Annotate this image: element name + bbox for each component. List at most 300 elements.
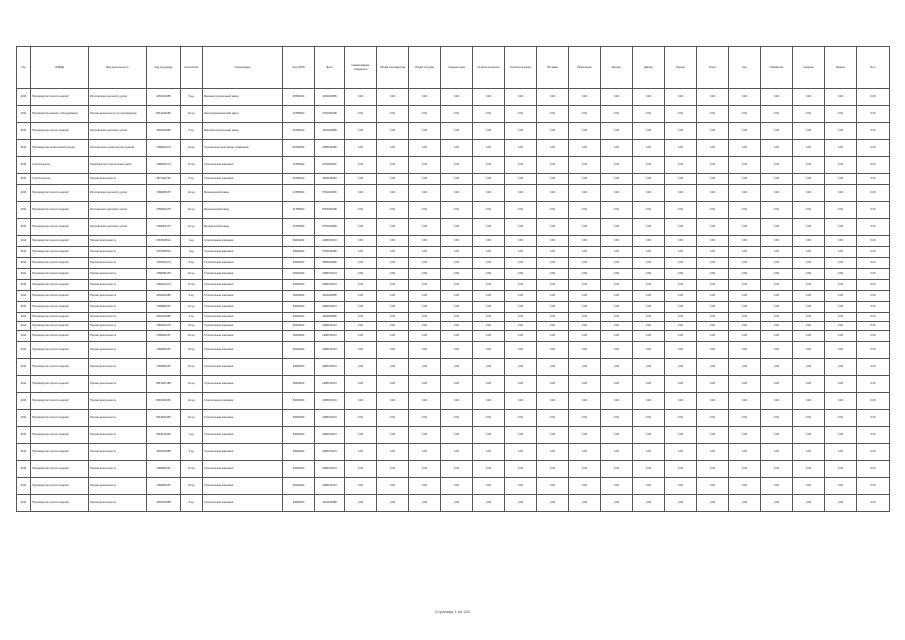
table-cell: 2285070213	[315, 236, 345, 247]
table-cell: 0.00	[441, 89, 473, 106]
table-cell: 0.00	[729, 376, 761, 393]
table-cell: 0.00	[633, 106, 665, 123]
table-cell: 0.00	[345, 427, 377, 444]
table-cell: 0.00	[377, 202, 409, 219]
table-cell: 0.00	[569, 157, 601, 174]
table-cell: 0.00	[377, 247, 409, 258]
table-cell: 54600200	[283, 427, 315, 444]
table-cell: 0.00	[761, 185, 793, 202]
table-cell: 0.00	[761, 269, 793, 280]
table-cell: 0.00	[633, 427, 665, 444]
table-cell: 0.00	[377, 140, 409, 157]
table-cell: 0.00	[761, 219, 793, 236]
table-cell: 0.00	[601, 174, 633, 185]
table-cell: 0.00	[761, 247, 793, 258]
table-cell: 2011	[17, 157, 31, 174]
table-cell: 0.00	[665, 174, 697, 185]
table-cell: 3754024086	[315, 106, 345, 123]
table-cell: 0.00	[505, 427, 537, 444]
table-cell: 0.00	[505, 331, 537, 342]
table-body	[17, 89, 890, 512]
table-cell: Строительная компания	[203, 342, 283, 359]
table-cell: 0.00	[633, 185, 665, 202]
table-cell: Производство прочих изделий	[31, 247, 89, 258]
table-cell: 0.00	[409, 236, 441, 247]
table-cell: 2011	[17, 393, 31, 410]
table-cell: 0.00	[793, 393, 825, 410]
column-header: Средняя цена	[441, 47, 473, 89]
table-cell: 0.00	[409, 495, 441, 512]
table-cell: 0.00	[409, 444, 441, 461]
table-cell: 0.00	[505, 280, 537, 291]
table-cell: 0.00	[601, 123, 633, 140]
table-cell: 0.00	[569, 359, 601, 376]
table-cell: 0.00	[601, 89, 633, 106]
table-cell: 0.00	[601, 461, 633, 478]
table-cell: 45780400	[283, 174, 315, 185]
table-cell: Производство прочих изделий	[31, 258, 89, 269]
table-cell: 0.00	[857, 157, 890, 174]
table-cell: 0.00	[633, 174, 665, 185]
table-cell: 0.00	[665, 393, 697, 410]
table-cell: 0.00	[761, 427, 793, 444]
table-row	[17, 280, 890, 291]
table-cell: 54600200	[283, 444, 315, 461]
table-cell: 0.00	[345, 342, 377, 359]
table-cell: Производство прочих изделий	[31, 269, 89, 280]
table-cell: 0.00	[665, 302, 697, 313]
table-cell: 0.00	[857, 302, 890, 313]
table-cell: 0.00	[377, 322, 409, 331]
table-cell: 0.00	[537, 219, 569, 236]
table-cell: 0.00	[633, 495, 665, 512]
table-row	[17, 410, 890, 427]
table-cell: Производство прочих изделий	[31, 495, 89, 512]
table-cell: 0.00	[569, 478, 601, 495]
table-cell: 0.00	[537, 157, 569, 174]
table-cell: 0.00	[473, 236, 505, 247]
table-cell: 0.00	[857, 444, 890, 461]
table-cell: 0.00	[601, 359, 633, 376]
table-cell: 0.00	[793, 89, 825, 106]
table-cell: 0.00	[697, 359, 729, 376]
table-cell: 0.00	[633, 322, 665, 331]
table-cell: 0.00	[505, 89, 537, 106]
table-cell: 0.00	[761, 313, 793, 322]
table-cell: 0.00	[409, 342, 441, 359]
table-cell: 8319602354	[147, 410, 181, 427]
table-cell: 0.00	[441, 185, 473, 202]
table-cell: 0.00	[409, 478, 441, 495]
table-cell: 2285070213	[315, 280, 345, 291]
table-cell: Производство прочих изделий	[31, 219, 89, 236]
table-cell: 0.00	[697, 478, 729, 495]
table-cell: 0.00	[345, 302, 377, 313]
table-cell: Строительная компания	[203, 410, 283, 427]
table-cell: 0.00	[825, 106, 857, 123]
table-cell: 54600200	[283, 410, 315, 427]
table-cell: 7288402174	[147, 157, 181, 174]
table-cell: 10 ед.	[181, 376, 203, 393]
table-row	[17, 258, 890, 269]
table-cell: 0.00	[377, 123, 409, 140]
table-row	[17, 322, 890, 331]
table-cell: Производство прочих изделий	[31, 342, 89, 359]
table-cell: 0.00	[409, 322, 441, 331]
table-cell: 0.00	[505, 219, 537, 236]
table-cell: 0.00	[409, 174, 441, 185]
table-row	[17, 123, 890, 140]
table-cell: 0.00	[601, 313, 633, 322]
table-cell: 0.00	[409, 157, 441, 174]
table-row	[17, 427, 890, 444]
table-cell: 2285070213	[315, 461, 345, 478]
table-cell: 0.00	[345, 291, 377, 302]
table-cell: 0.00	[665, 313, 697, 322]
table-cell: 0.00	[633, 236, 665, 247]
table-cell: 2011	[17, 202, 31, 219]
column-header: Импорт	[633, 47, 665, 89]
table-cell: 0.00	[665, 410, 697, 427]
table-cell: 0.00	[409, 359, 441, 376]
table-cell: 0.00	[537, 410, 569, 427]
table-cell: 54600200	[283, 331, 315, 342]
table-cell: 0.00	[505, 302, 537, 313]
table-cell: 0.00	[729, 410, 761, 427]
table-cell: 0.00	[633, 393, 665, 410]
table-cell: 0.00	[569, 258, 601, 269]
table-cell: 0.00	[377, 478, 409, 495]
table-cell: 1 ед.	[181, 247, 203, 258]
table-cell: 0.00	[537, 331, 569, 342]
table-cell: Строительная компания	[203, 322, 283, 331]
table-cell: 0.00	[697, 157, 729, 174]
table-cell: 0.00	[697, 123, 729, 140]
table-cell: 0.00	[793, 123, 825, 140]
table-cell: 0.00	[345, 376, 377, 393]
table-cell: 0.00	[569, 89, 601, 106]
column-header: Среднее	[793, 47, 825, 89]
table-cell: 10 ед.	[181, 140, 203, 157]
table-cell: 0.00	[569, 247, 601, 258]
table-cell: 0.00	[505, 444, 537, 461]
table-cell: Производство прочих изделий	[31, 478, 89, 495]
table-cell: 0.00	[473, 342, 505, 359]
table-cell: 0.00	[345, 444, 377, 461]
table-cell: 54600200	[283, 359, 315, 376]
table-cell: Производство прочих изделий	[31, 185, 89, 202]
table-cell: 0.00	[505, 291, 537, 302]
table-cell: Производство прочих изделий	[31, 280, 89, 291]
table-cell: 0.00	[857, 376, 890, 393]
table-cell: 0.00	[857, 258, 890, 269]
table-cell: 0.00	[377, 444, 409, 461]
table-row	[17, 313, 890, 322]
table-cell: 0.00	[825, 258, 857, 269]
table-cell: 0.00	[729, 495, 761, 512]
table-cell: 0.00	[633, 478, 665, 495]
table-cell: 0.00	[505, 174, 537, 185]
table-cell: 0.00	[377, 302, 409, 313]
table-cell: 0.00	[825, 313, 857, 322]
table-cell: 0.00	[697, 331, 729, 342]
table-cell: 0.00	[825, 444, 857, 461]
table-cell: Строительная компания	[203, 280, 283, 291]
column-header: Вид деятельности	[89, 47, 147, 89]
table-cell: 1 ед.	[181, 427, 203, 444]
table-cell: 0.00	[569, 461, 601, 478]
table-cell: 0.00	[377, 495, 409, 512]
table-cell: 0.00	[793, 359, 825, 376]
table-cell: 0.00	[633, 247, 665, 258]
table-cell: 0.00	[729, 280, 761, 291]
table-cell: 0.00	[857, 495, 890, 512]
table-cell: Производство прочих изделий	[31, 410, 89, 427]
table-cell: 0.00	[697, 393, 729, 410]
table-cell: 0.00	[345, 258, 377, 269]
table-cell: 0.00	[697, 89, 729, 106]
table-cell: 0.00	[729, 174, 761, 185]
table-cell: 0.00	[729, 478, 761, 495]
table-cell: 0.00	[505, 461, 537, 478]
table-cell: 0.00	[569, 495, 601, 512]
column-header: Экспорт	[601, 47, 633, 89]
table-cell: 0.00	[505, 393, 537, 410]
table-cell: Производство прочих изделий	[31, 322, 89, 331]
table-cell: 7083002175	[147, 219, 181, 236]
table-cell: 7289383157	[147, 185, 181, 202]
table-cell: 0.00	[761, 461, 793, 478]
table-cell: 2285070213	[315, 393, 345, 410]
table-cell: 0.00	[345, 393, 377, 410]
table-cell: Прочая деятельность	[89, 393, 147, 410]
table-cell: 0.00	[825, 322, 857, 331]
table-cell: 2011	[17, 461, 31, 478]
table-cell: 2011	[17, 342, 31, 359]
table-cell: 0.00	[697, 185, 729, 202]
table-cell: 10 ед.	[181, 219, 203, 236]
table-cell: 0.00	[601, 247, 633, 258]
table-cell: 8319602354	[147, 393, 181, 410]
table-cell: 2011	[17, 322, 31, 331]
table-cell: 10 ед.	[181, 202, 203, 219]
table-cell: 0.00	[505, 157, 537, 174]
table-cell: 2011	[17, 359, 31, 376]
table-cell: 0.00	[665, 123, 697, 140]
table-cell: 0.00	[569, 331, 601, 342]
table-cell: 2285070213	[315, 331, 345, 342]
table-cell: 0.00	[377, 236, 409, 247]
table-cell: 10 ед.	[181, 461, 203, 478]
table-cell: 0.00	[793, 247, 825, 258]
table-cell: Строительная компания	[203, 461, 283, 478]
table-row	[17, 202, 890, 219]
table-cell: 0.00	[697, 174, 729, 185]
table-cell: 0.00	[537, 123, 569, 140]
table-header-row	[17, 47, 890, 89]
table-cell: 0.00	[697, 410, 729, 427]
table-cell: 0.00	[793, 202, 825, 219]
table-cell: 1 ед.	[181, 236, 203, 247]
table-cell: 54600200	[283, 313, 315, 322]
table-cell: 0.00	[409, 269, 441, 280]
table-cell: 0.00	[857, 174, 890, 185]
table-cell: 0.00	[857, 461, 890, 478]
table-cell: 0.00	[537, 495, 569, 512]
table-cell: 0.00	[857, 202, 890, 219]
table-cell: 2011	[17, 444, 31, 461]
table-cell: 0.00	[665, 140, 697, 157]
table-cell: 4254022685	[147, 313, 181, 322]
table-cell: Прочая деятельность	[89, 322, 147, 331]
table-cell: 0.00	[377, 410, 409, 427]
table-cell: 0.00	[633, 140, 665, 157]
table-cell: 0.00	[441, 427, 473, 444]
table-row	[17, 140, 890, 157]
table-cell: Прочая деятельность	[89, 291, 147, 302]
table-cell: 0.00	[409, 140, 441, 157]
column-header: Итого	[697, 47, 729, 89]
table-cell: Строительная компания	[203, 313, 283, 322]
table-cell: 2011	[17, 247, 31, 258]
table-cell: 2285070213	[315, 359, 345, 376]
table-cell: 0.00	[441, 302, 473, 313]
table-cell: 0.00	[569, 185, 601, 202]
table-cell: 0.00	[601, 140, 633, 157]
table-cell: 2285070213	[315, 342, 345, 359]
table-cell: 0.00	[697, 280, 729, 291]
table-cell: 7423402174	[147, 258, 181, 269]
table-cell: 7082402174	[147, 280, 181, 291]
table-cell: 0.00	[473, 359, 505, 376]
table-cell: 0.00	[633, 461, 665, 478]
table-cell: 0.00	[473, 427, 505, 444]
table-cell: 0.00	[825, 461, 857, 478]
table-cell: Прочая деятельность	[89, 247, 147, 258]
table-cell: 2285070213	[315, 322, 345, 331]
table-cell: 0.00	[537, 427, 569, 444]
table-cell: 2011	[17, 174, 31, 185]
table-cell: Изготовление и монтаж конструкций	[89, 140, 147, 157]
table-cell: Механический завод	[203, 219, 283, 236]
table-cell: 0.00	[377, 331, 409, 342]
table-cell: 0.00	[825, 140, 857, 157]
table-cell: 0.00	[537, 302, 569, 313]
table-cell: Производство прочих изделий	[31, 444, 89, 461]
table-cell: 0.00	[697, 236, 729, 247]
table-cell: 0.00	[569, 202, 601, 219]
table-cell: 0.00	[505, 410, 537, 427]
table-cell: 0.00	[345, 106, 377, 123]
column-header: Прочие	[665, 47, 697, 89]
table-cell: 0.00	[761, 495, 793, 512]
table-cell: 7289383157	[147, 331, 181, 342]
table-cell: 0.00	[793, 258, 825, 269]
table-cell: 0.00	[473, 123, 505, 140]
table-cell: 0.00	[697, 302, 729, 313]
table-cell: 0.00	[345, 140, 377, 157]
table-cell: 2011	[17, 478, 31, 495]
table-cell: Производство прочих изделий	[31, 89, 89, 106]
table-cell: 0.00	[633, 123, 665, 140]
table-cell: 0.00	[665, 444, 697, 461]
table-cell: 54600200	[283, 247, 315, 258]
table-cell: 7871021750	[147, 174, 181, 185]
table-cell: 0.00	[793, 140, 825, 157]
table-cell: 0.00	[825, 410, 857, 427]
column-header: Остатки на конец	[505, 47, 537, 89]
table-cell: 0.00	[793, 410, 825, 427]
table-cell: 0.00	[409, 331, 441, 342]
table-cell: 0.00	[793, 495, 825, 512]
table-cell: 0.00	[569, 280, 601, 291]
table-cell: 0.00	[345, 359, 377, 376]
table-cell: 0.00	[569, 106, 601, 123]
table-cell: 0.00	[537, 342, 569, 359]
table-row	[17, 376, 890, 393]
table-cell: 0.00	[409, 123, 441, 140]
table-cell: 0.00	[505, 123, 537, 140]
table-cell: 2285070213	[315, 269, 345, 280]
table-cell: 0.00	[345, 461, 377, 478]
column-header: Итог	[857, 47, 890, 89]
table-cell: Прочая деятельность	[89, 376, 147, 393]
table-cell: 0.00	[697, 291, 729, 302]
table-cell: Прочая деятельность	[89, 331, 147, 342]
table-cell: 0.00	[537, 291, 569, 302]
table-cell: 0.00	[825, 219, 857, 236]
table-cell: 0.00	[473, 376, 505, 393]
table-cell: Производство прочих изделий	[31, 393, 89, 410]
table-cell: 6715000512	[147, 247, 181, 258]
table-cell: 54600200	[283, 376, 315, 393]
table-cell: 0.00	[345, 280, 377, 291]
table-cell: 0.00	[729, 291, 761, 302]
table-cell: 0.00	[569, 393, 601, 410]
table-cell: 0.00	[473, 219, 505, 236]
table-cell: 0.00	[601, 376, 633, 393]
table-cell: 0.00	[569, 236, 601, 247]
table-cell: 0.00	[857, 280, 890, 291]
table-cell: 0.00	[473, 258, 505, 269]
table-cell: 2285070213	[315, 302, 345, 313]
table-cell: Изготовление деталей и узлов	[89, 123, 147, 140]
table-cell: 0.00	[345, 157, 377, 174]
table-cell: 0.00	[345, 174, 377, 185]
table-cell: 0.00	[537, 359, 569, 376]
table-cell: Прочая деятельность	[89, 302, 147, 313]
table-cell: Строительная компания	[203, 291, 283, 302]
table-cell: 0.00	[537, 444, 569, 461]
table-cell: 0.00	[825, 280, 857, 291]
table-cell: 0.00	[441, 247, 473, 258]
table-cell: 54600200	[283, 269, 315, 280]
table-cell: 5 ед.	[181, 313, 203, 322]
table-cell: 7082402174	[147, 322, 181, 331]
table-cell: 0.00	[665, 280, 697, 291]
table-cell: 0.00	[345, 185, 377, 202]
table-row	[17, 89, 890, 106]
table-cell: 5 ед.	[181, 444, 203, 461]
table-cell: 0.00	[761, 236, 793, 247]
table-cell: 0.00	[761, 89, 793, 106]
table-cell: 0.00	[537, 313, 569, 322]
table-cell: 0.00	[825, 331, 857, 342]
table-cell: Производство металлоконструкций	[31, 140, 89, 157]
table-cell: 5 ед.	[181, 495, 203, 512]
table-cell: 0.00	[601, 444, 633, 461]
table-cell: 10 ед.	[181, 478, 203, 495]
